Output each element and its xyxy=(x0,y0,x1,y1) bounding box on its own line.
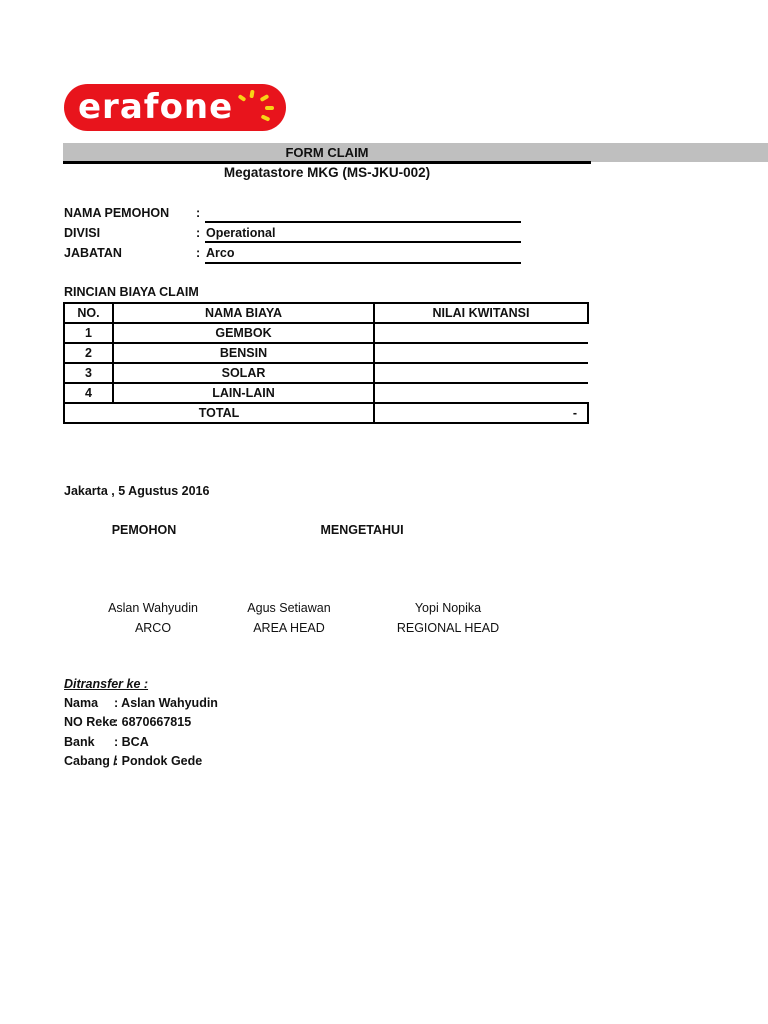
table-row xyxy=(64,323,588,343)
field-label-nama-pemohon: NAMA PEMOHON xyxy=(64,206,170,220)
field-label-divisi: DIVISI xyxy=(64,226,101,240)
field-underline xyxy=(205,221,521,223)
table-row xyxy=(64,383,588,403)
transfer-label: Bank xyxy=(64,735,95,749)
transfer-label: NO Reke xyxy=(64,715,117,729)
sun-ray-icon xyxy=(260,94,270,102)
field-label-jabatan: JABATAN xyxy=(64,246,122,260)
signer-role: AREA HEAD xyxy=(253,621,325,635)
table-total-row xyxy=(64,403,588,423)
cell-name: SOLAR xyxy=(113,363,374,383)
page-title: FORM CLAIM xyxy=(285,145,369,160)
field-value-jabatan: Arco xyxy=(206,246,235,260)
cell-name: BENSIN xyxy=(113,343,374,363)
field-sep: : xyxy=(196,246,201,260)
field-value-divisi: Operational xyxy=(206,226,276,240)
cell-name: GEMBOK xyxy=(113,323,374,343)
cell-value xyxy=(374,323,588,343)
cell-no: 3 xyxy=(64,363,113,383)
header-no: NO. xyxy=(64,303,113,323)
logo-text: erafone xyxy=(78,87,234,127)
table-header-row xyxy=(64,303,588,323)
cell-name: LAIN-LAIN xyxy=(113,383,374,403)
field-underline xyxy=(205,262,521,264)
cell-no: 1 xyxy=(64,323,113,343)
transfer-value: : Pondok Gede xyxy=(114,754,203,768)
page-subtitle: Megatastore MKG (MS-JKU-002) xyxy=(223,165,431,180)
transfer-label: Nama xyxy=(64,696,99,710)
cell-no: 2 xyxy=(64,343,113,363)
signer-role: ARCO xyxy=(134,621,172,635)
table-row xyxy=(64,343,588,363)
sun-ray-icon xyxy=(265,106,274,110)
place-date: Jakarta , 5 Agustus 2016 xyxy=(64,484,210,498)
table-row xyxy=(64,363,588,383)
pemohon-label: PEMOHON xyxy=(111,523,177,537)
sun-ray-icon xyxy=(238,94,247,102)
header-nilai-kwitansi: NILAI KWITANSI xyxy=(374,303,588,323)
signer-name: Agus Setiawan xyxy=(247,601,331,615)
cell-value xyxy=(374,383,588,403)
erafone-logo xyxy=(64,84,286,131)
transfer-label: Cabang / xyxy=(64,754,117,768)
field-sep: : xyxy=(196,206,201,220)
transfer-heading: Ditransfer ke : xyxy=(64,677,149,691)
signer-name: Aslan Wahyudin xyxy=(108,601,198,615)
cell-value xyxy=(374,343,588,363)
sun-ray-icon xyxy=(261,114,271,121)
transfer-value: : BCA xyxy=(114,735,149,749)
field-underline xyxy=(205,241,521,243)
transfer-value: : 6870667815 xyxy=(114,715,192,729)
header-nama-biaya: NAMA BIAYA xyxy=(113,303,374,323)
signer-name: Yopi Nopika xyxy=(414,601,482,615)
signer-role: REGIONAL HEAD xyxy=(396,621,500,635)
total-label: TOTAL xyxy=(64,403,374,423)
sun-ray-icon xyxy=(249,90,254,99)
mengetahui-label: MENGETAHUI xyxy=(320,523,404,537)
claim-table xyxy=(63,302,589,424)
table-caption: RINCIAN BIAYA CLAIM xyxy=(64,285,199,299)
cell-no: 4 xyxy=(64,383,113,403)
total-value: - xyxy=(374,403,588,423)
cell-value xyxy=(374,363,588,383)
field-sep: : xyxy=(196,226,201,240)
transfer-value: : Aslan Wahyudin xyxy=(114,696,218,710)
